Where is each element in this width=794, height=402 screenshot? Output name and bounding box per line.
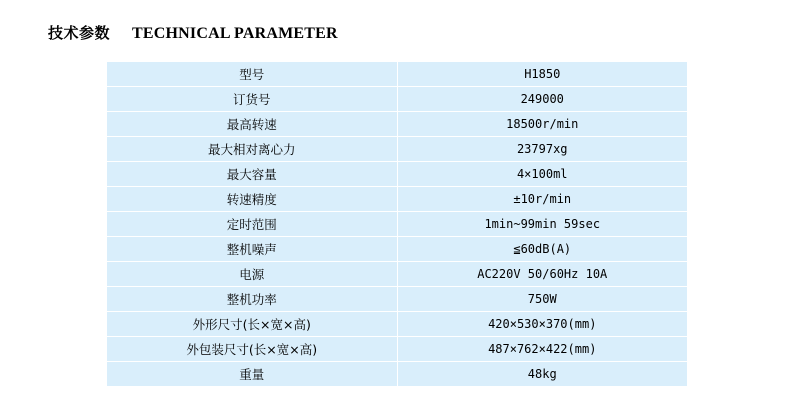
parameter-value: 23797xg [397,137,688,162]
page-title-english: TECHNICAL PARAMETER [132,25,338,42]
parameter-value: 487×762×422(mm) [397,337,688,362]
table-row [107,137,688,162]
parameter-label: 整机功率 [107,287,398,312]
table-row [107,237,688,262]
table-row [107,337,688,362]
table-body [107,62,688,387]
technical-parameter-table [106,61,688,387]
page-title-chinese: 技术参数 [48,24,111,42]
table-row [107,87,688,112]
table-row [107,162,688,187]
parameter-label: 最大容量 [107,162,398,187]
parameter-label: 外形尺寸(长×宽×高) [107,312,398,337]
table-row [107,262,688,287]
parameter-label: 电源 [107,262,398,287]
parameter-label: 转速精度 [107,187,398,212]
parameter-label: 外包装尺寸(长×宽×高) [107,337,398,362]
parameter-value: 750W [397,287,688,312]
table-row [107,212,688,237]
parameter-value: 18500r/min [397,112,688,137]
parameter-value: 4×100ml [397,162,688,187]
parameter-label: 型号 [107,62,398,87]
parameter-value: H1850 [397,62,688,87]
parameter-value: ±10r/min [397,187,688,212]
table-row [107,287,688,312]
page-title [48,22,338,43]
table-row [107,312,688,337]
parameter-value: ≦60dB(A) [397,237,688,262]
parameter-value: AC220V 50/60Hz 10A [397,262,688,287]
parameter-value: 249000 [397,87,688,112]
table-row [107,112,688,137]
parameter-value: 420×530×370(mm) [397,312,688,337]
parameter-label: 订货号 [107,87,398,112]
table-row [107,362,688,387]
parameter-label: 最高转速 [107,112,398,137]
parameter-label: 定时范围 [107,212,398,237]
parameter-label: 整机噪声 [107,237,398,262]
table-row [107,187,688,212]
table-row [107,62,688,87]
parameter-value: 1min~99min 59sec [397,212,688,237]
parameter-label: 重量 [107,362,398,387]
parameter-value: 48kg [397,362,688,387]
parameter-label: 最大相对离心力 [107,137,398,162]
